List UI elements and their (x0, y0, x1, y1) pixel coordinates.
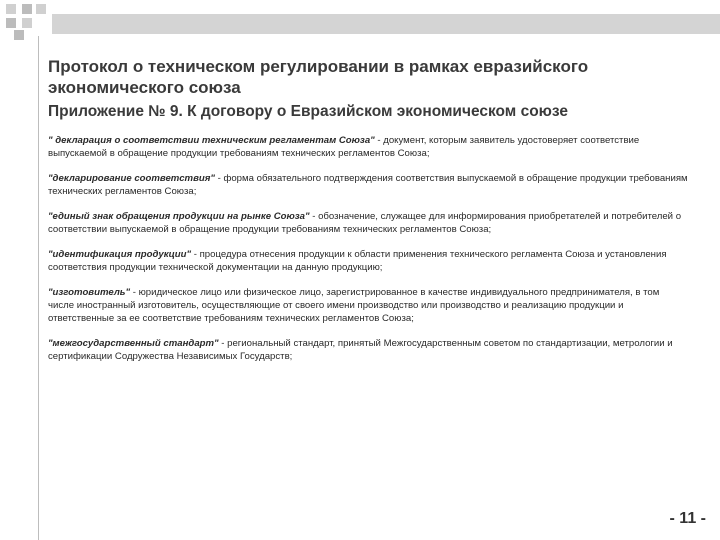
definition-term: " декларация о соответствии техническим регламентам Союза" (48, 135, 375, 146)
definition-term: "единый знак обращения продукции на рынке Союза" (48, 211, 310, 222)
definition-item (48, 172, 688, 198)
corner-square-decoration (22, 4, 32, 14)
slide-subtitle: Приложение № 9. К договору о Евразийском экономическом союзе (48, 103, 569, 120)
slide-title: Протокол о техническом регулировании в рамках евразийского экономического союза (48, 57, 589, 97)
definition-text: - форма обязательного подтверждения соответствия выпускаемой в обращение продукции требованиям технических регламентов Союза; (48, 173, 688, 197)
definition-item (48, 337, 688, 363)
definition-item (48, 286, 688, 325)
definition-item (48, 210, 688, 236)
definition-term: "декларирование соответствия" (48, 173, 215, 184)
definition-text: - процедура отнесения продукции к области применения технического регламента Союза и установления соответствия продукции технической документации на данную продукцию; (48, 249, 667, 273)
definition-term: "межгосударственный стандарт" (48, 338, 219, 349)
page-number: - 11 - (669, 510, 706, 527)
definition-text: - обозначение, служащее для информирования приобретателей и потребителей о соответствии выпускаемой в обращение продукции требованиям технических регламентов Союза; (48, 211, 682, 235)
corner-square-decoration (6, 18, 16, 28)
definition-text: - юридическое лицо или физическое лицо, зарегистрированное в качестве индивидуального предпринимателя, в том числе иностранный изготовитель, осуществляющие от своего имени производство или производство и реализацию продукции и ответственные за ее соответствие требованиям технических регламентов Союза; (48, 287, 660, 324)
definition-item (48, 248, 688, 274)
definition-term: "идентификация продукции" (48, 249, 192, 260)
definition-text: - региональный стандарт, принятый Межгосударственным советом по стандартизации, метрологии и сертификации Содружества Независимых Государств; (48, 338, 673, 362)
corner-square-decoration (36, 4, 46, 14)
definition-item (48, 134, 688, 160)
top-decorative-bar (52, 14, 720, 34)
corner-square-decoration (14, 30, 24, 40)
vertical-divider (38, 36, 39, 540)
corner-square-decoration (22, 18, 32, 28)
definitions-list (48, 134, 688, 375)
definition-term: "изготовитель" (48, 287, 131, 298)
corner-square-decoration (6, 4, 16, 14)
definition-text: - документ, которым заявитель удостоверяет соответствие выпускаемой в обращение продукции требованиям технических регламентов Союза; (48, 135, 640, 159)
